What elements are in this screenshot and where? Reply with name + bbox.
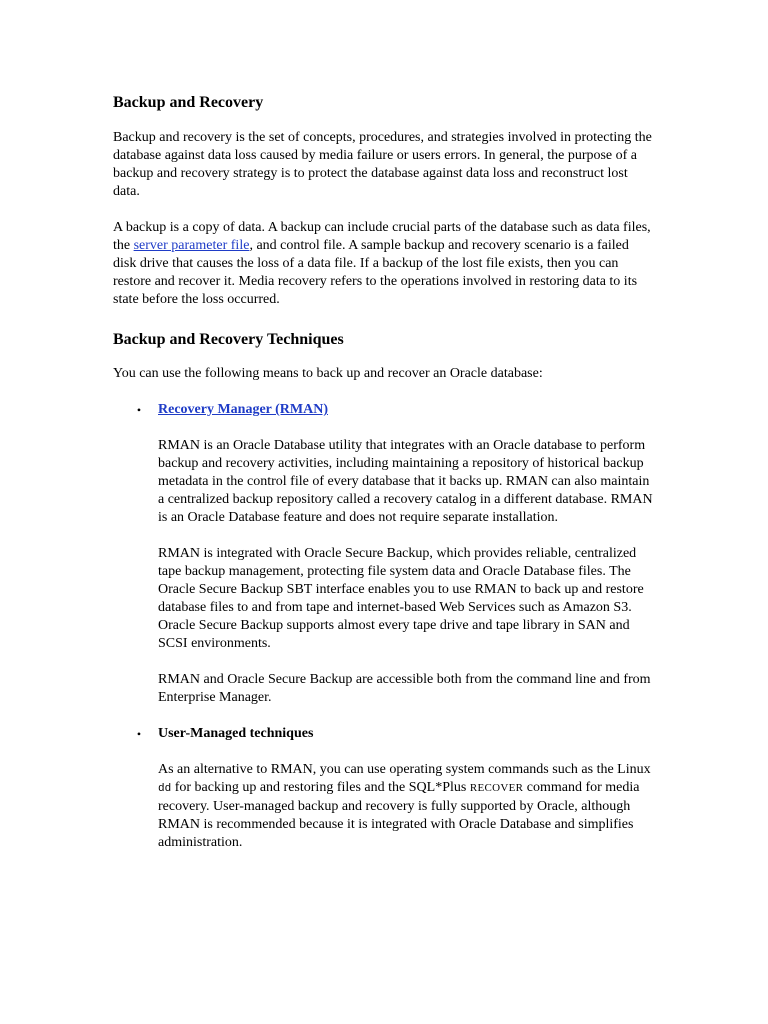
user-managed-paragraph — [158, 761, 653, 852]
list-item-user-managed — [113, 725, 653, 852]
recover-command: RECOVER — [469, 782, 524, 794]
rman-paragraph-2: RMAN is integrated with Oracle Secure Backup, which provides reliable, centralized tape backup management, protecting file system data and Oracle Database files. The Oracle Secure Backup SBT interface enables you to use RMAN to back up and restore database files to and from tape and internet-based Web Services such as Amazon S3. Oracle Secure Backup supports almost every tape drive and tape library in SAN and SCSI environments. — [158, 546, 644, 651]
user-managed-text-2: for backing up and restoring files and the SQL*Plus — [171, 780, 470, 795]
techniques-list — [113, 401, 653, 852]
page-title: Backup and Recovery — [113, 94, 264, 111]
user-managed-text-1: As an alternative to RMAN, you can use operating system commands such as the Linux — [158, 762, 651, 777]
rman-description — [158, 437, 653, 707]
section-heading-techniques: Backup and Recovery Techniques — [113, 331, 344, 348]
user-managed-title: User-Managed techniques — [158, 726, 314, 741]
backup-paragraph — [113, 219, 653, 309]
user-managed-description — [158, 761, 653, 852]
techniques-lead: You can use the following means to back up and recover an Oracle database: — [113, 366, 543, 381]
dd-command: dd — [158, 783, 172, 795]
user-managed-text-3: command for media recovery. User-managed backup and recovery is fully supported by Oracle, although RMAN is recommended because it is integrated with Oracle Database and simplifies administration. — [158, 780, 640, 850]
backup-paragraph-text-2: , and control file. A sample backup and recovery scenario is a failed disk drive that causes the loss of a data file. If a backup of the lost file exists, then you can restore and recover it. Media recovery refers to the operations involved in restoring data to its state before the loss occurred. — [113, 238, 638, 307]
rman-paragraph-1: RMAN is an Oracle Database utility that integrates with an Oracle database to perform backup and recovery activities, including maintaining a repository of historical backup metadata in the control file of every database that it backs up. RMAN can also maintain a centralized backup repository called a recovery catalog in a different database. RMAN is an Oracle Database feature and does not require separate installation. — [158, 438, 653, 525]
list-item-rman — [113, 401, 653, 707]
backup-paragraph-text-1: A backup is a copy of data. A backup can include crucial parts of the database such as data files, the — [113, 220, 651, 253]
intro-paragraph: Backup and recovery is the set of concepts, procedures, and strategies involved in protecting the database against data loss caused by media failure or users errors. In general, the purpose of a backup and recovery strategy is to protect the database against data loss and reconstruct lost data. — [113, 130, 652, 199]
rman-paragraph-3: RMAN and Oracle Secure Backup are accessible both from the command line and from Enterprise Manager. — [158, 672, 651, 705]
bullet-icon: • — [136, 727, 142, 741]
server-parameter-file-link[interactable]: server parameter file — [133, 238, 250, 253]
bullet-icon: • — [136, 403, 142, 417]
rman-link[interactable]: Recovery Manager (RMAN) — [158, 402, 329, 417]
document-page — [113, 92, 653, 852]
